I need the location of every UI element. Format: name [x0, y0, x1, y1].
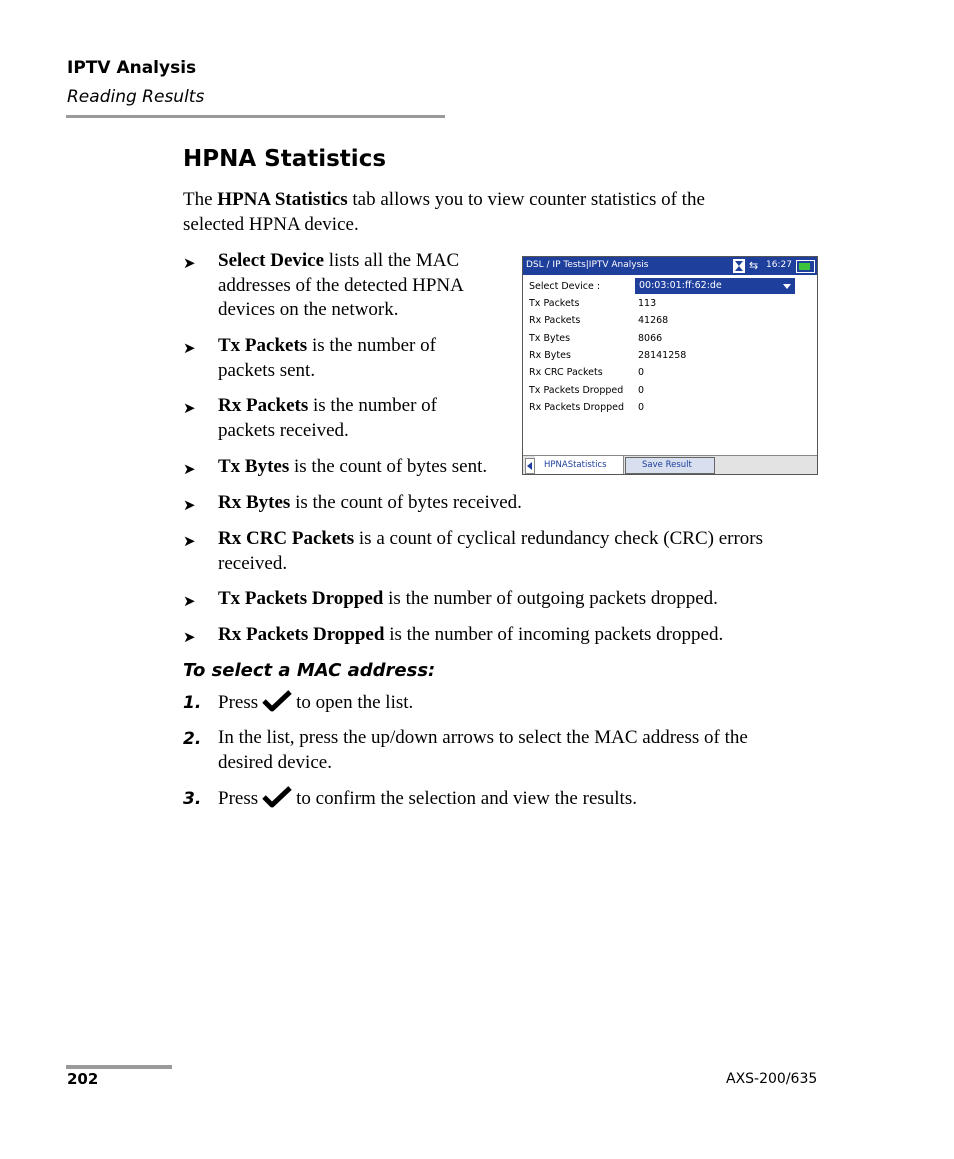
stat-label: Rx Bytes — [529, 350, 571, 361]
bullet-text: packets received. — [218, 419, 349, 441]
intro-pre: The — [183, 189, 218, 210]
bullet-text: received. — [218, 552, 288, 574]
product-name: AXS-200/635 — [726, 1071, 818, 1087]
device-tabbar — [523, 455, 817, 475]
bullet-arrow-icon: ➤ — [183, 462, 196, 478]
save-result-label: Save Result — [642, 460, 692, 470]
stat-value: 0 — [638, 367, 645, 378]
stat-value: 0 — [638, 402, 645, 413]
bullet-text: is the number of — [307, 335, 436, 356]
procedure-title: To select a MAC address: — [183, 660, 436, 681]
bullet-arrow-icon: ➤ — [183, 594, 196, 610]
bullet-term: Tx Packets Dropped — [218, 588, 384, 609]
step-number: 3. — [183, 789, 202, 809]
intro-paragraph — [183, 188, 823, 237]
bullet-term: Rx Packets — [218, 395, 309, 416]
stat-value: 28141258 — [638, 350, 687, 361]
section-subtitle: Reading Results — [67, 87, 205, 107]
intro-rest: tab allows you to view counter statistics of the — [347, 189, 705, 210]
step-text: Press — [218, 788, 259, 809]
bullet-term: Select Device — [218, 250, 325, 271]
bullet-tx-bytes — [218, 455, 518, 480]
bullet-tx-packets — [218, 334, 518, 383]
battery-icon — [796, 260, 815, 273]
device-screenshot — [522, 256, 818, 475]
bullet-rx-crc-packets — [218, 527, 838, 576]
bullet-text: is the count of bytes received. — [290, 492, 522, 513]
bullet-tx-packets-dropped — [218, 587, 838, 612]
stat-label: Rx Packets — [529, 315, 581, 326]
step-text: desired device. — [218, 751, 332, 773]
chapter-title: IPTV Analysis — [67, 58, 197, 78]
tab-hpna-statistics[interactable] — [535, 456, 624, 474]
bullet-term: Rx Bytes — [218, 492, 291, 513]
bullet-rx-bytes — [218, 491, 818, 516]
bullet-arrow-icon: ➤ — [183, 534, 196, 550]
checkmark-icon — [262, 786, 292, 808]
bullet-term: Tx Packets — [218, 335, 308, 356]
step-text: Press — [218, 692, 259, 713]
arrow-left-icon — [527, 462, 532, 470]
device-clock: 16:27 — [766, 260, 792, 270]
select-device-dropdown[interactable] — [635, 278, 795, 294]
stat-label: Tx Packets Dropped — [529, 385, 624, 396]
bullet-arrow-icon: ➤ — [183, 630, 196, 646]
intro-term: HPNA Statistics — [217, 189, 348, 210]
page-title: HPNA Statistics — [183, 146, 387, 172]
checkmark-icon — [262, 690, 292, 712]
bullet-arrow-icon: ➤ — [183, 498, 196, 514]
bullet-text: devices on the network. — [218, 299, 399, 320]
stat-label: Rx Packets Dropped — [529, 402, 625, 413]
bullet-text: is the number of — [308, 395, 437, 416]
bullet-select-device — [218, 249, 518, 323]
select-device-value: 00:03:01:ff:62:de — [639, 280, 722, 291]
bullet-text: packets sent. — [218, 359, 316, 381]
select-device-label: Select Device : — [529, 281, 601, 292]
bullet-term: Rx CRC Packets — [218, 528, 355, 549]
bullet-arrow-icon: ➤ — [183, 401, 196, 417]
step-number: 2. — [183, 729, 202, 749]
connection-arrows-icon: ⇆ — [749, 259, 759, 272]
stat-value: 113 — [638, 298, 657, 309]
tab-label: HPNAStatistics — [544, 460, 607, 470]
save-result-button[interactable] — [625, 457, 715, 474]
step-text: to confirm the selection and view the results. — [296, 788, 637, 809]
bullet-text: is the number of incoming packets dropped. — [384, 624, 724, 645]
bullet-text: is a count of cyclical redundancy check (CRC) errors — [354, 528, 764, 549]
step-number: 1. — [183, 693, 202, 713]
header-divider — [66, 115, 445, 118]
bullet-term: Rx Packets Dropped — [218, 624, 385, 645]
bullet-text: is the number of outgoing packets dropped. — [383, 588, 718, 609]
bullet-arrow-icon: ➤ — [183, 256, 196, 272]
page-number: 202 — [67, 1070, 99, 1088]
step-text: to open the list. — [296, 692, 414, 713]
bullet-rx-packets — [218, 394, 518, 443]
intro-line2: selected HPNA device. — [183, 213, 359, 235]
stat-value: 41268 — [638, 315, 669, 326]
hourglass-icon — [733, 259, 745, 273]
bullet-arrow-icon: ➤ — [183, 341, 196, 357]
device-titlebar — [523, 257, 817, 275]
step-1 — [218, 690, 818, 716]
stat-value: 0 — [638, 385, 645, 396]
tab-scroll-left-button[interactable] — [525, 458, 535, 474]
stat-label: Rx CRC Packets — [529, 367, 603, 378]
stat-label: Tx Packets — [529, 298, 580, 309]
bullet-term: Tx Bytes — [218, 456, 290, 477]
bullet-text: lists all the MAC — [324, 250, 460, 271]
bullet-text: addresses of the detected HPNA — [218, 274, 464, 296]
footer-divider — [66, 1065, 172, 1069]
stat-value: 8066 — [638, 333, 663, 344]
chevron-down-icon — [783, 284, 791, 289]
bullet-rx-packets-dropped — [218, 623, 838, 648]
step-2 — [218, 726, 838, 775]
step-3 — [218, 786, 838, 812]
device-title: DSL / IP Tests|IPTV Analysis — [526, 260, 649, 270]
bullet-text: is the count of bytes sent. — [289, 456, 488, 477]
step-text: In the list, press the up/down arrows to select the MAC address of the — [218, 727, 748, 748]
stat-label: Tx Bytes — [529, 333, 571, 344]
